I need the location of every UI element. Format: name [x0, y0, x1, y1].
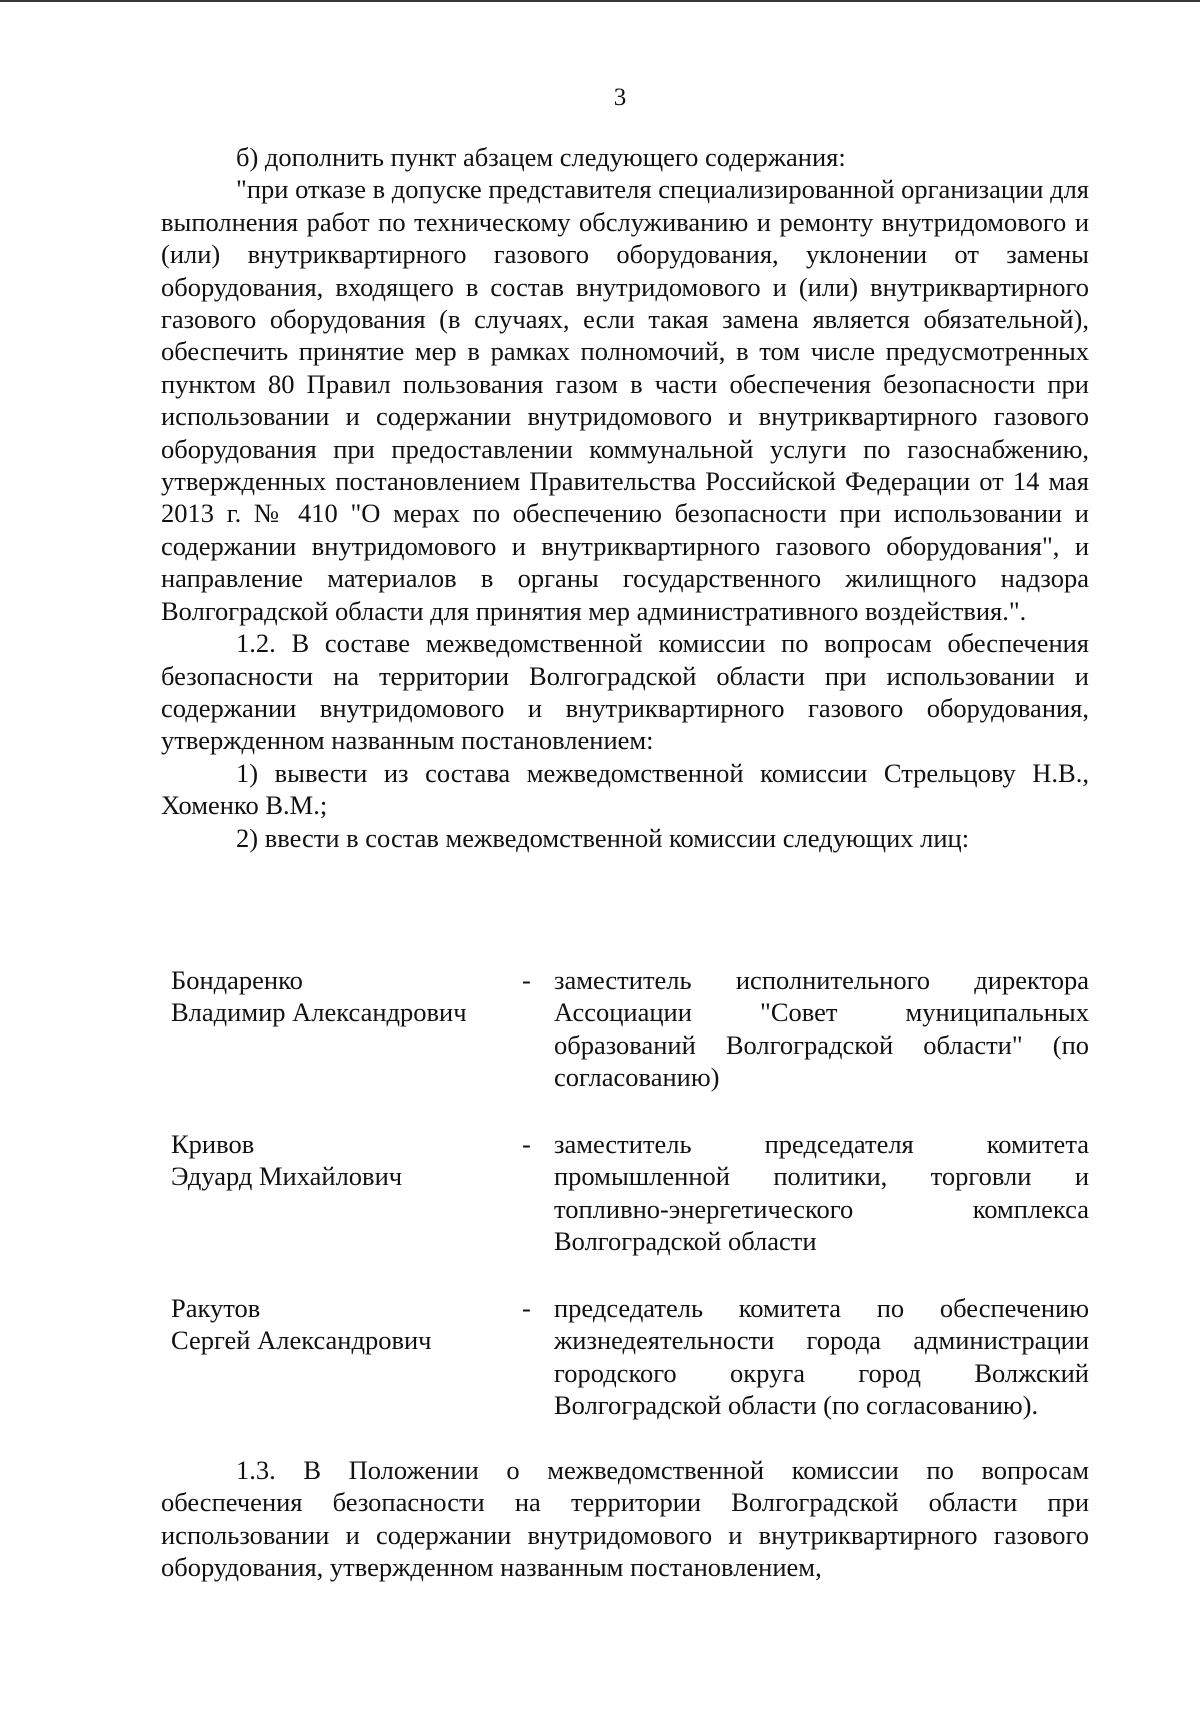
- paragraph-quoted-addition: "при отказе в допуске представителя специализированной организации для выполнения работ по техническому обслуживанию и ремонту внутридомового и (или) внутриквартирного газового оборудования, уклонении от замены оборудования, входящего в состав внутридомового и (или) внутриквартирного газового оборудования (в случаях, если такая замена является обязательной), обеспечить принятие мер в рамках полномочий, в том числе предусмотренных пунктом 80 Правил пользования газом в части обеспечения безопасности при использовании и содержании внутридомового и внутриквартирного газового оборудования при предоставлении коммунальной услуги по газоснабжению, утвержденных постановлением Правительства Российской Федерации от 14 мая 2013 г. № 410 "О мерах по обеспечению безопасности при использовании и содержании внутридомового и внутриквартирного газового оборудования", и направление материалов в органы государственного жилищного надзора Волгоградской области для принятия мер административного воздействия.".: [161, 174, 1089, 626]
- paragraph-b-intro: б) дополнить пункт абзацем следующего содержания:: [236, 142, 846, 172]
- member-dash: -: [522, 1129, 531, 1159]
- document-body-top: [161, 141, 1089, 854]
- paragraph-1-2: 1.2. В составе межведомственной комиссии по вопросам обеспечения безопасности на территории Волгоградской области при использовании и содержании внутридомового и внутриквартирного газового оборудования, утвержденном названным постановлением:: [161, 628, 1089, 756]
- members-list: [171, 964, 1089, 1456]
- member-entry: [171, 1128, 1089, 1292]
- member-role: заместитель председателя комитета промышленной политики, торговли и топливно-энергетического комплекса Волгоградской области: [554, 1129, 1089, 1257]
- member-surname: Ракутов: [171, 1293, 261, 1323]
- member-name: [171, 1292, 511, 1357]
- paragraph-add-members: 2) ввести в состав межведомственной комиссии следующих лиц:: [236, 822, 970, 853]
- member-dash: -: [522, 965, 531, 995]
- paragraph-remove-members: 1) вывести из состава межведомственной комиссии Стрельцову Н.В., Хоменко В.М.;: [161, 757, 1089, 821]
- paragraph-1-3: 1.3. В Положении о межведомственной комиссии по вопросам обеспечения безопасности на территории Волгоградской области при использовании и содержании внутридомового и внутриквартирного газового оборудования, утвержденном названным постановлением,: [161, 1455, 1089, 1583]
- member-surname: Кривов: [171, 1129, 255, 1159]
- top-scan-border: [0, 0, 1200, 2]
- document-body-bottom: [161, 1454, 1089, 1584]
- member-surname: Бондаренко: [171, 965, 303, 995]
- member-role: заместитель исполнительного директора Ассоциации "Совет муниципальных образований Волгоградской области" (по согласованию): [554, 965, 1089, 1093]
- member-entry: [171, 1292, 1089, 1456]
- member-dash: -: [522, 1293, 531, 1323]
- member-entry: [171, 964, 1089, 1128]
- member-name: [171, 1128, 511, 1193]
- member-given-names: Владимир Александрович: [171, 997, 467, 1028]
- member-given-names: Сергей Александрович: [171, 1325, 432, 1356]
- member-name: [171, 964, 511, 1029]
- member-role: председатель комитета по обеспечению жизнедеятельности города администрации городского округа город Волжский Волгоградской области (по согласованию).: [554, 1293, 1089, 1421]
- page-number: 3: [613, 84, 627, 111]
- member-given-names: Эдуард Михайлович: [171, 1161, 403, 1192]
